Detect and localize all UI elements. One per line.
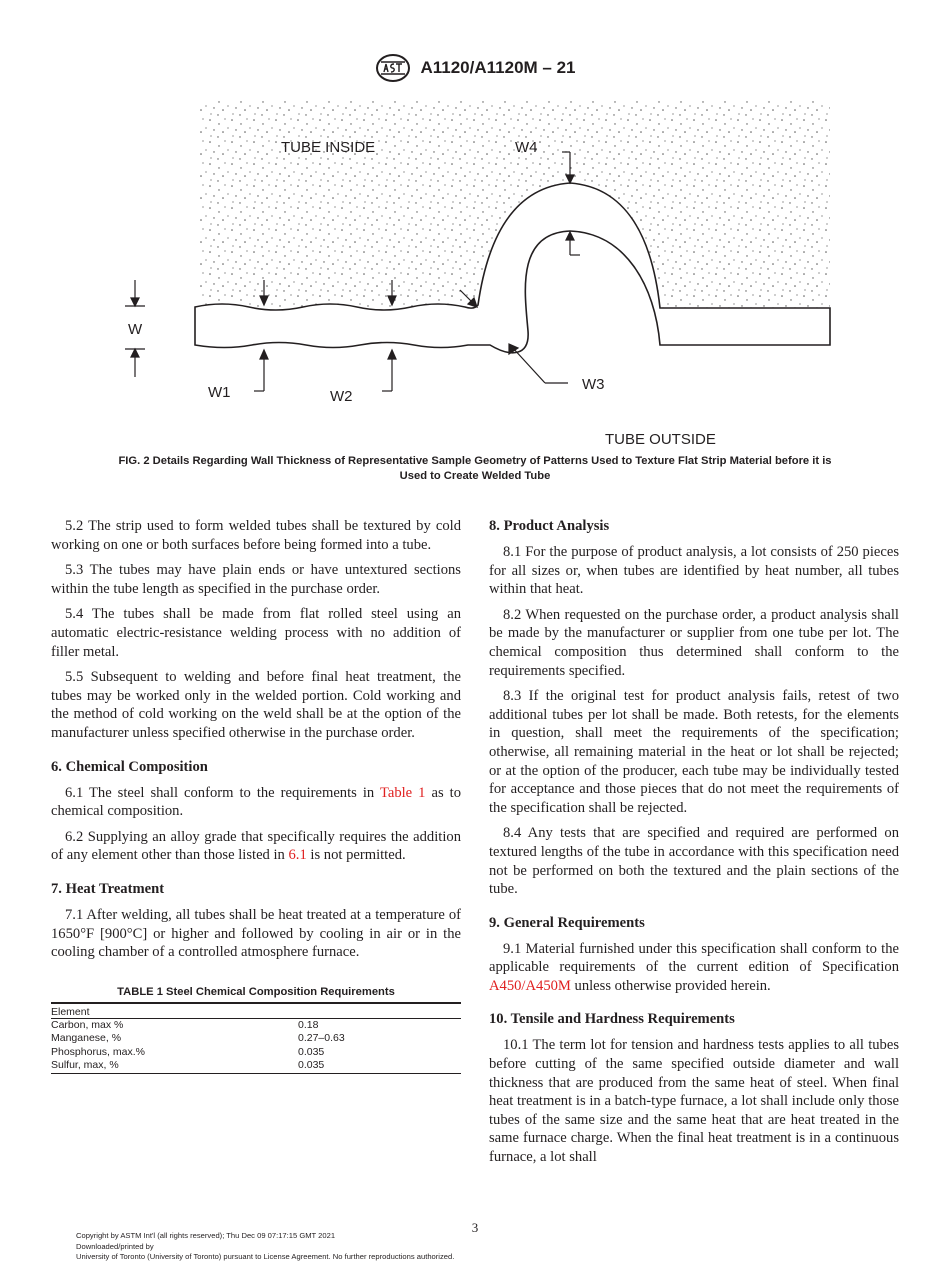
link-a450[interactable]: A450/A450M: [489, 977, 571, 994]
link-table-1[interactable]: Table 1: [379, 784, 426, 801]
paragraph-9-1: [489, 940, 899, 996]
paragraph-8-2: 8.2 When requested on the purchase order, a product analysis shall be made by the manufacturer or supplier from one tube per lot. The chemical composition thus determined shall conform to the requirements specified.: [489, 606, 899, 679]
footer-line-2: Downloaded/printed by: [76, 1241, 154, 1251]
table-row: [51, 1032, 461, 1046]
right-column: [489, 517, 899, 1174]
text: unless otherwise provided herein.: [570, 977, 771, 994]
caption-line-1: FIG. 2 Details Regarding Wall Thickness of Representative Sample Geometry of Patterns Used to Texture Flat Strip Material before it is: [118, 455, 832, 467]
label-w1: W1: [208, 384, 231, 401]
cell-element: Carbon, max %: [51, 1018, 124, 1031]
astm-logo-icon: [374, 53, 412, 83]
label-w3: W3: [582, 376, 605, 393]
paragraph-7-1: 7.1 After welding, all tubes shall be heat treated at a temperature of 1650°F [900°C] or higher and followed by cooling in air or in the cooling chamber of a controlled atmosphere furnace.: [51, 906, 461, 961]
label-w2: W2: [330, 388, 353, 405]
table-1: [51, 986, 461, 1074]
heading-heat-treatment: 7. Heat Treatment: [51, 880, 165, 897]
cell-value: 0.18: [298, 1018, 319, 1031]
paragraph-6-2: [51, 828, 461, 865]
left-column: [51, 517, 461, 1074]
cell-value: 0.27–0.63: [298, 1032, 345, 1045]
text: 9.1 Material furnished under this specification shall conform to the applicable requirements of the current edition of Specification: [489, 940, 899, 976]
label-w4: W4: [515, 139, 538, 156]
paragraph-5-3: 5.3 The tubes may have plain ends or have untextured sections within the tube length as specified in the purchase order.: [51, 562, 461, 597]
cell-value: 0.035: [298, 1059, 461, 1073]
text: 6.1 The steel shall conform to the requirements in: [65, 784, 380, 801]
figure-caption: [50, 454, 900, 484]
table-header-row: [51, 1003, 461, 1019]
heading-general-requirements: 9. General Requirements: [489, 914, 645, 931]
paragraph-5-5: 5.5 Subsequent to welding and before final heat treatment, the tubes may be worked only in the welded portion. Cold working and the method of cold working on the weld shall be at the option of the manufacturer unless specified otherwise in the purchase order.: [51, 669, 461, 741]
paragraph-5-2: 5.2 The strip used to form welded tubes shall be textured by cold working on one or both surfaces before being formed into a tube.: [51, 518, 461, 553]
heading-tensile-hardness: 10. Tensile and Hardness Requirements: [489, 1011, 735, 1028]
cell-element: Sulfur, max, %: [51, 1059, 298, 1073]
link-section-6-1[interactable]: 6.1: [288, 847, 307, 864]
caption-line-2: Used to Create Welded Tube: [399, 470, 551, 482]
paragraph-6-1: [51, 784, 461, 821]
copyright-footer: [76, 1231, 454, 1263]
composition-table: [51, 1002, 461, 1074]
cell-element: Manganese, %: [51, 1032, 122, 1045]
cell-element: Phosphorus, max.%: [51, 1045, 145, 1058]
tube-texture-diagram: [120, 95, 840, 455]
paragraph-8-1: 8.1 For the purpose of product analysis, a lot consists of 250 pieces for all sizes or, when tubes are identified by heat number, all tubes within that heat.: [489, 544, 899, 598]
table-row: [51, 1018, 461, 1032]
figure-2: [120, 95, 840, 455]
page-number: 3: [471, 1220, 479, 1235]
footer-line-1: Copyright by ASTM Int'l (all rights reserved); Thu Dec 09 07:17:15 GMT 2021: [76, 1231, 336, 1240]
table-row: [51, 1046, 461, 1060]
heading-chemical-composition: 6. Chemical Composition: [51, 758, 208, 775]
paragraph-8-3: 8.3 If the original test for product analysis fails, retest of two additional tubes per lot shall be made. Both retests, for the elements in question, shall meet the requirements of the specification; otherwise, all remaining material in the heat or lot shall be rejected; or at the option of the producer, each tube may be individually tested for acceptance and those pieces that do not meet the requirements of the specification shall be rejected.: [489, 688, 899, 816]
text: is not permitted.: [306, 847, 406, 864]
label-tube-outside: TUBE OUTSIDE: [605, 431, 716, 448]
footer-line-3: University of Toronto (University of Toronto) pursuant to License Agreement. No further reproductions authorized.: [76, 1252, 455, 1261]
paragraph-10-1: 10.1 The term lot for tension and hardness tests applies to all tubes before cutting of the same specified outside diameter and wall thickness that are produced from the same heat of steel. When final heat treatment is in a batch-type furnace, a lot shall include only those tubes of the same size and the same heat that are heat treated in the same furnace charge. When the final heat treatment is in a continuous furnace, a lot shall: [489, 1037, 899, 1166]
table-title: TABLE 1 Steel Chemical Composition Requirements: [117, 985, 395, 998]
cell-value: 0.035: [298, 1045, 325, 1058]
text: as to chemical composition.: [51, 784, 461, 820]
label-w: W: [128, 321, 143, 338]
table-header-element: Element: [51, 1003, 461, 1019]
page-header: [0, 52, 950, 84]
document-designation: A1120/A1120M – 21: [420, 58, 576, 77]
label-tube-inside: TUBE INSIDE: [281, 139, 376, 156]
text: 6.2 Supplying an alloy grade that specifically requires the addition of any element other than those listed in: [51, 828, 461, 864]
paragraph-8-4: 8.4 Any tests that are specified and required are performed on textured lengths of the tube in accordance with this specification need not be performed on both the textured and the plain sections of the tube.: [489, 825, 899, 898]
heading-product-analysis: 8. Product Analysis: [489, 518, 610, 534]
paragraph-5-4: 5.4 The tubes shall be made from flat rolled steel using an automatic electric-resistance welding process with no addition of filler metal.: [51, 606, 461, 660]
table-row: [51, 1059, 461, 1073]
